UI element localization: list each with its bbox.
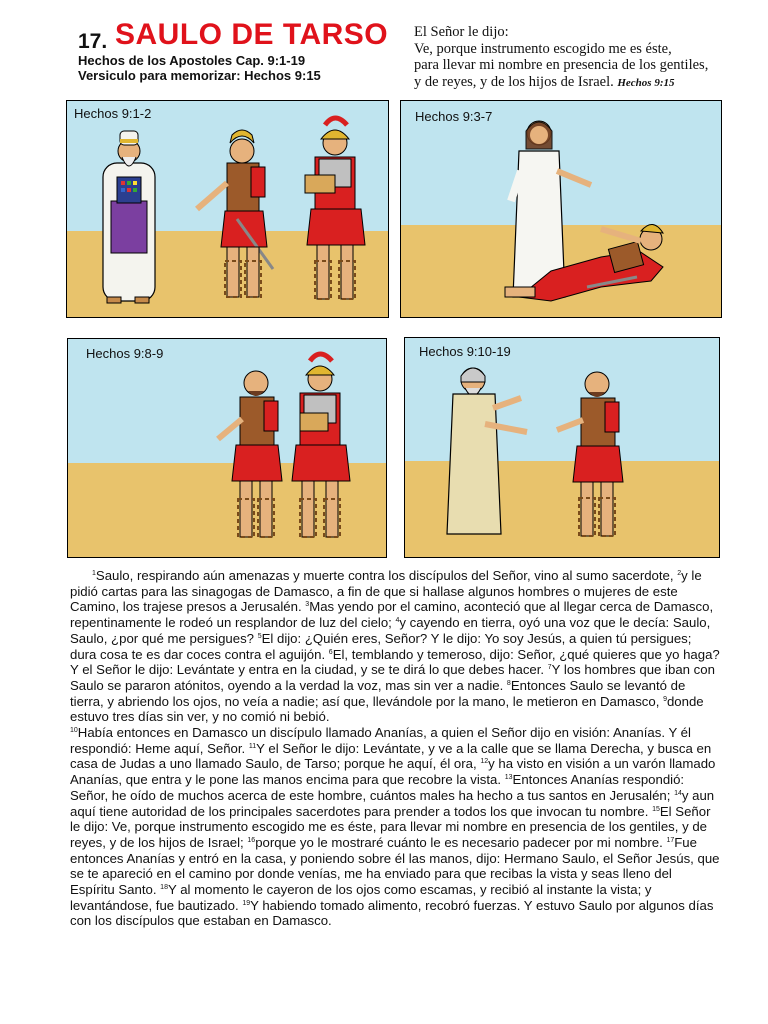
- verse-number: 18: [160, 884, 168, 892]
- jesus-and-fallen-saul-figures: [401, 101, 721, 317]
- panel-label: Hechos 9:1-2: [74, 106, 152, 121]
- verse-number: 1: [92, 570, 96, 577]
- verse-text: El, temblando y temeroso, dijo: Señor, ¿qué quieres que yo haga? Y el Señor le dijo: Levántate y entra en la ciudad, y se te dirá lo que debes hacer.: [70, 646, 720, 678]
- verse-text: El Señor le dijo: Ve, porque instrumento escogido me es éste, para llevar mi nombre en presencia de los gentiles, y de reyes, y de los hijos de Israel;: [70, 803, 711, 850]
- verse-text: Saulo, respirando aún amenazas y muerte contra los discípulos del Señor, vino al sumo sacerdote,: [95, 568, 674, 583]
- verse-number: 4: [395, 617, 400, 625]
- lesson-number: 17.: [78, 30, 108, 53]
- subtitle-memory-verse: Versiculo para memorizar: Hechos 9:15: [78, 68, 321, 83]
- verse-number: 2: [677, 570, 682, 577]
- panel-label: Hechos 9:8-9: [86, 346, 164, 361]
- verse-number: 8: [506, 679, 511, 687]
- verse-number: 9: [663, 695, 667, 703]
- verse-text: donde estuvo tres días sin ver, y no comió ni bebió.: [70, 693, 704, 725]
- story-paragraph-1: [70, 568, 720, 725]
- verse-text: Entonces Ananías respondió: Señor, he oído de muchos acerca de este hombre, cuántos males ha hecho a tus santos en Jerusalén;: [70, 772, 685, 803]
- panel-3-illustration: [67, 338, 387, 558]
- verse-text: y ha visto en visión a un varón llamado Ananías, que entra y le pone las manos encima para que recobre la vista.: [70, 756, 716, 788]
- memory-verse-line: [414, 74, 754, 92]
- verse-number: 13: [504, 774, 513, 782]
- memory-verse-line: para llevar mi nombre en presencia de los gentiles,: [414, 57, 709, 73]
- verse-text: Y los hombres que iban con Saulo se pararon atónitos, oyendo a la verdad la voz, mas sin ver a nadie.: [70, 662, 715, 693]
- verse-text: y aun aquí tiene autoridad de los principales sacerdotes para prender a todos los que invocan tu nombre.: [70, 787, 715, 819]
- verse-number: 17: [666, 836, 675, 844]
- verse-text: El dijo: ¿Quién eres, Señor? Y le dijo: Yo soy Jesús, a quien tú persigues; dura cosa te es dar coces contra el aguijón.: [70, 630, 692, 662]
- verse-text: porque yo le mostraré cuánto le es necesario padecer por mi nombre.: [255, 834, 663, 850]
- memory-verse-line-text: y de reyes, y de los hijos de Israel.: [414, 73, 614, 90]
- memory-verse: [414, 24, 754, 91]
- verse-number: 5: [257, 632, 262, 640]
- panel-1-illustration: [66, 100, 389, 318]
- memory-verse-line: Ve, porque instrumento escogido me es éste,: [414, 40, 672, 57]
- verse-text: y le pidió cartas para las sinagogas de Damasco, a fin de que si hallase algunos hombres o mujeres de este Camino, los trajese presos a Jerusalén.: [70, 568, 702, 615]
- verse-text: Mas yendo por el camino, aconteció que al llegar cerca de Damasco, repentinamente le rodeó un resplandor de luz del cielo;: [70, 599, 714, 631]
- verse-number: 7: [547, 664, 552, 672]
- panel-label: Hechos 9:10-19: [419, 344, 511, 359]
- verse-text: y cayendo en tierra, oyó una voz que le decía: Saulo, Saulo, ¿por qué me persigues?: [70, 615, 711, 646]
- panel-label: Hechos 9:3-7: [415, 109, 493, 124]
- verse-number: 15: [652, 805, 660, 813]
- panel-2-illustration: [400, 100, 722, 318]
- saul-led-by-soldier-figures: [68, 339, 386, 557]
- ananias-and-saul-figures: [405, 338, 719, 557]
- verse-number: 6: [328, 648, 333, 656]
- verse-number: 12: [480, 758, 489, 766]
- memory-verse-line: El Señor le dijo:: [414, 24, 509, 40]
- verse-number: 10: [70, 727, 78, 735]
- verse-number: 14: [674, 789, 682, 797]
- story-text: [70, 568, 720, 929]
- verse-text: Y al momento le cayeron de los ojos como escamas, y recibió al instante la vista; y levantándose, fue bautizado.: [70, 882, 652, 913]
- verse-text: Y el Señor le dijo: Levántate, y ve a la calle que se llama Derecha, y busca en casa de Judas a uno llamado Saulo, de Tarso; porque he aquí, él ora,: [70, 740, 712, 772]
- page-title: SAULO DE TARSO: [115, 18, 389, 51]
- verse-number: 16: [247, 836, 256, 844]
- story-paragraph-2: [70, 725, 720, 929]
- verse-text: Entonces Saulo se levantó de tierra, y abriendo los ojos, no veía a nadie; así que, llevándole por la mano, le metieron en Damasco,: [70, 677, 686, 709]
- verse-text: Fue entonces Ananías y entró en la casa, y poniendo sobre él las manos, dijo: Hermano Saulo, el Señor Jesús, que se te apareció en el camino por donde venías, me ha enviado para que recibas la vista y seas lleno del Espíritu Santo.: [70, 834, 720, 898]
- verse-text: Y habiendo tomado alimento, recobró fuerzas. Y estuvo Saulo por algunos días con los discípulos que estaban en Damasco.: [70, 897, 714, 929]
- verse-number: 11: [248, 742, 257, 750]
- verse-text: Había entonces en Damasco un discípulo llamado Ananías, a quien el Señor dijo en visión: Ananías. Y él respondió: Heme aquí, Señor.: [70, 725, 691, 756]
- panel-4-illustration: [404, 337, 720, 558]
- verse-number: 19: [242, 899, 251, 907]
- memory-verse-reference: Hechos 9:15: [617, 76, 675, 89]
- verse-number: 3: [305, 601, 310, 609]
- priest-and-soldiers-figures: [67, 101, 388, 317]
- subtitle-chapter: Hechos de los Apostoles Cap. 9:1-19: [78, 53, 306, 68]
